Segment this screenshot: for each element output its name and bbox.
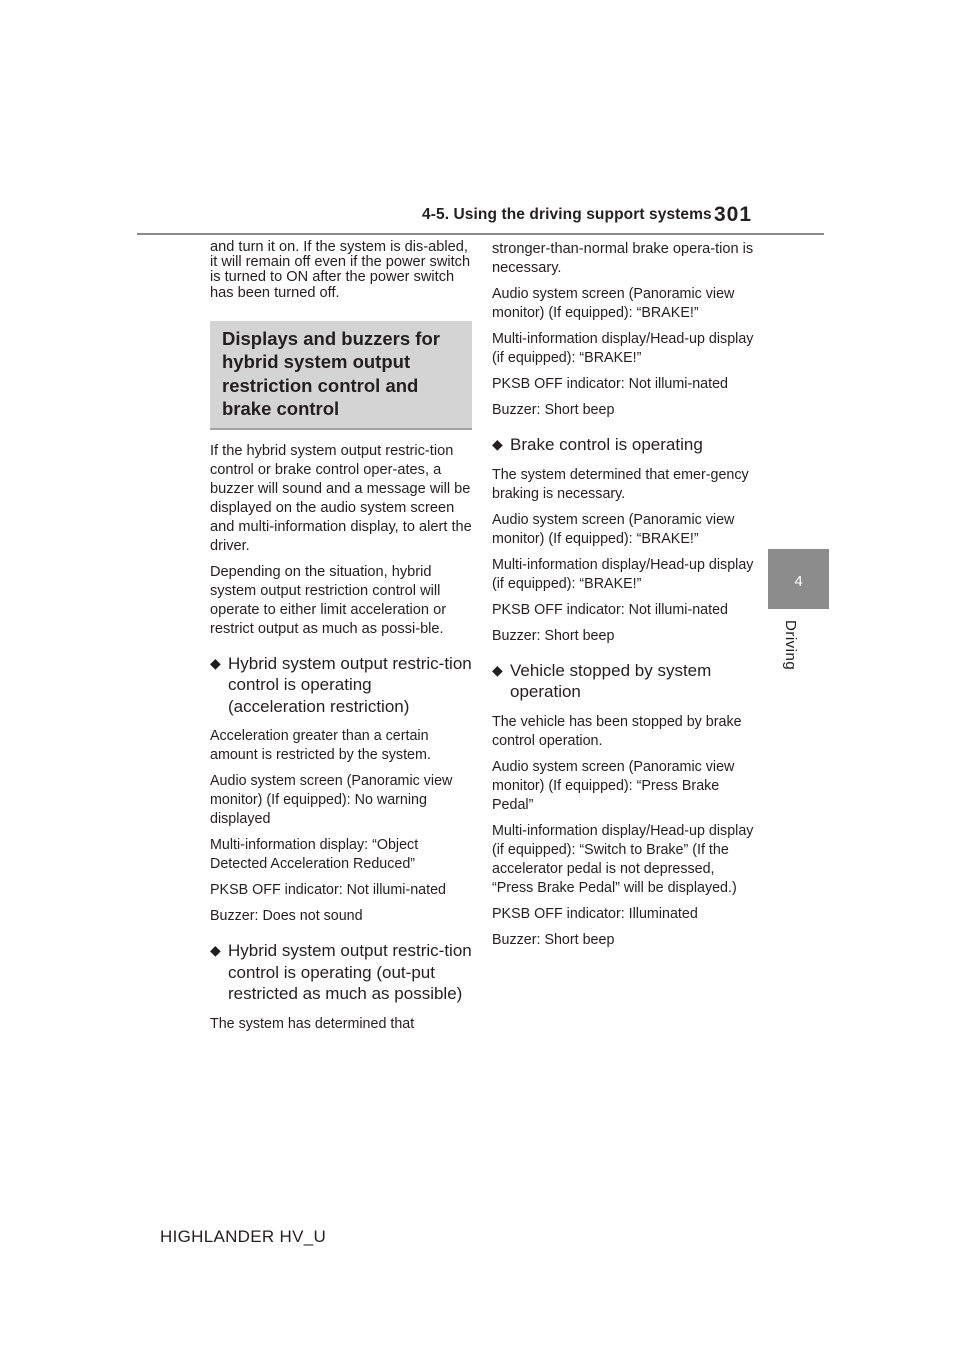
body-paragraph: If the hybrid system output restric-tion control or brake control oper-ates, a buzzer will sound and a message will be displayed on the audio system screen and multi-information display, to alert the driver. [210, 442, 472, 554]
audio-system-line: Audio system screen (Panoramic view monitor) (If equipped): No warning displayed [210, 773, 453, 828]
footer-model-code: HIGHLANDER HV_U [160, 1227, 327, 1246]
pksb-indicator-line: PKSB OFF indicator: Illuminated [492, 905, 698, 922]
buzzer-line: Buzzer: Short beep [492, 931, 615, 948]
bullet-description: Acceleration greater than a certain amount is restricted by the system. [210, 728, 431, 764]
buzzer-line: Buzzer: Does not sound [210, 908, 363, 925]
bullet-description: The system has determined that [210, 1015, 415, 1032]
chapter-label: Driving [782, 620, 799, 671]
body-paragraph: Depending on the situation, hybrid system output restriction control will operate to either limit acceleration or restrict output as much as possi-ble. [210, 563, 447, 637]
multi-info-line: Multi-information display/Head-up display (if equipped): “BRAKE!” [492, 556, 754, 592]
bullet-heading [492, 434, 754, 456]
chapter-number: 4 [794, 573, 803, 590]
chapter-tab [768, 549, 829, 609]
bullet-title: Vehicle stopped by system operation [510, 660, 712, 701]
buzzer-line: Buzzer: Short beep [492, 402, 615, 418]
right-column [492, 240, 754, 957]
section-header-title: 4-5. Using the driving support systems [422, 206, 712, 223]
header-divider [137, 233, 824, 235]
diamond-bullet-icon: ◆ [210, 654, 221, 671]
page-number: 301 [714, 203, 753, 226]
bullet-heading [492, 660, 754, 703]
pksb-indicator-line: PKSB OFF indicator: Not illumi-nated [492, 601, 728, 618]
audio-system-line: Audio system screen (Panoramic view monitor) (If equipped): “BRAKE!” [492, 511, 735, 547]
intro-paragraph: and turn it on. If the system is dis-abled, it will remain off even if the power switch is turned to ON after the power switch has been turned off. [210, 239, 471, 301]
buzzer-line: Buzzer: Short beep [492, 627, 615, 644]
diamond-bullet-icon: ◆ [492, 661, 503, 678]
bullet-title: Hybrid system output restric-tion control is operating (acceleration restriction) [228, 653, 472, 716]
bullet-description: The system determined that emer-gency braking is necessary. [492, 466, 749, 502]
bullet-heading [210, 940, 472, 1005]
pksb-indicator-line: PKSB OFF indicator: Not illumi-nated [492, 376, 728, 392]
bullet-heading [210, 653, 472, 718]
left-column [210, 240, 472, 1041]
pksb-indicator-line: PKSB OFF indicator: Not illumi-nated [210, 882, 446, 899]
section-heading: Displays and buzzers for hybrid system output restriction control and brake control [222, 327, 440, 420]
bullet-title: Hybrid system output restric-tion control is operating (out-put restricted as much as possible) [228, 941, 472, 1004]
multi-info-line: Multi-information display/Head-up display (if equipped): “Switch to Brake” (If the accelerator pedal is not depressed, “Press Brake Pedal” will be displayed.) [492, 822, 754, 896]
bullet-title: Brake control is operating [510, 435, 703, 454]
diamond-bullet-icon: ◆ [210, 942, 221, 959]
audio-system-line: Audio system screen (Panoramic view monitor) (If equipped): “Press Brake Pedal” [492, 758, 735, 813]
bullet-description: The vehicle has been stopped by brake control operation. [492, 713, 742, 749]
multi-info-line: Multi-information display: “Object Detected Acceleration Reduced” [210, 837, 419, 873]
audio-system-line: Audio system screen (Panoramic view monitor) (If equipped): “BRAKE!” [492, 286, 735, 321]
continuation-paragraph: stronger-than-normal brake opera-tion is necessary. [492, 241, 754, 276]
section-heading-box [210, 321, 472, 430]
diamond-bullet-icon: ◆ [492, 436, 503, 452]
multi-info-line: Multi-information display/Head-up display (if equipped): “BRAKE!” [492, 331, 754, 366]
